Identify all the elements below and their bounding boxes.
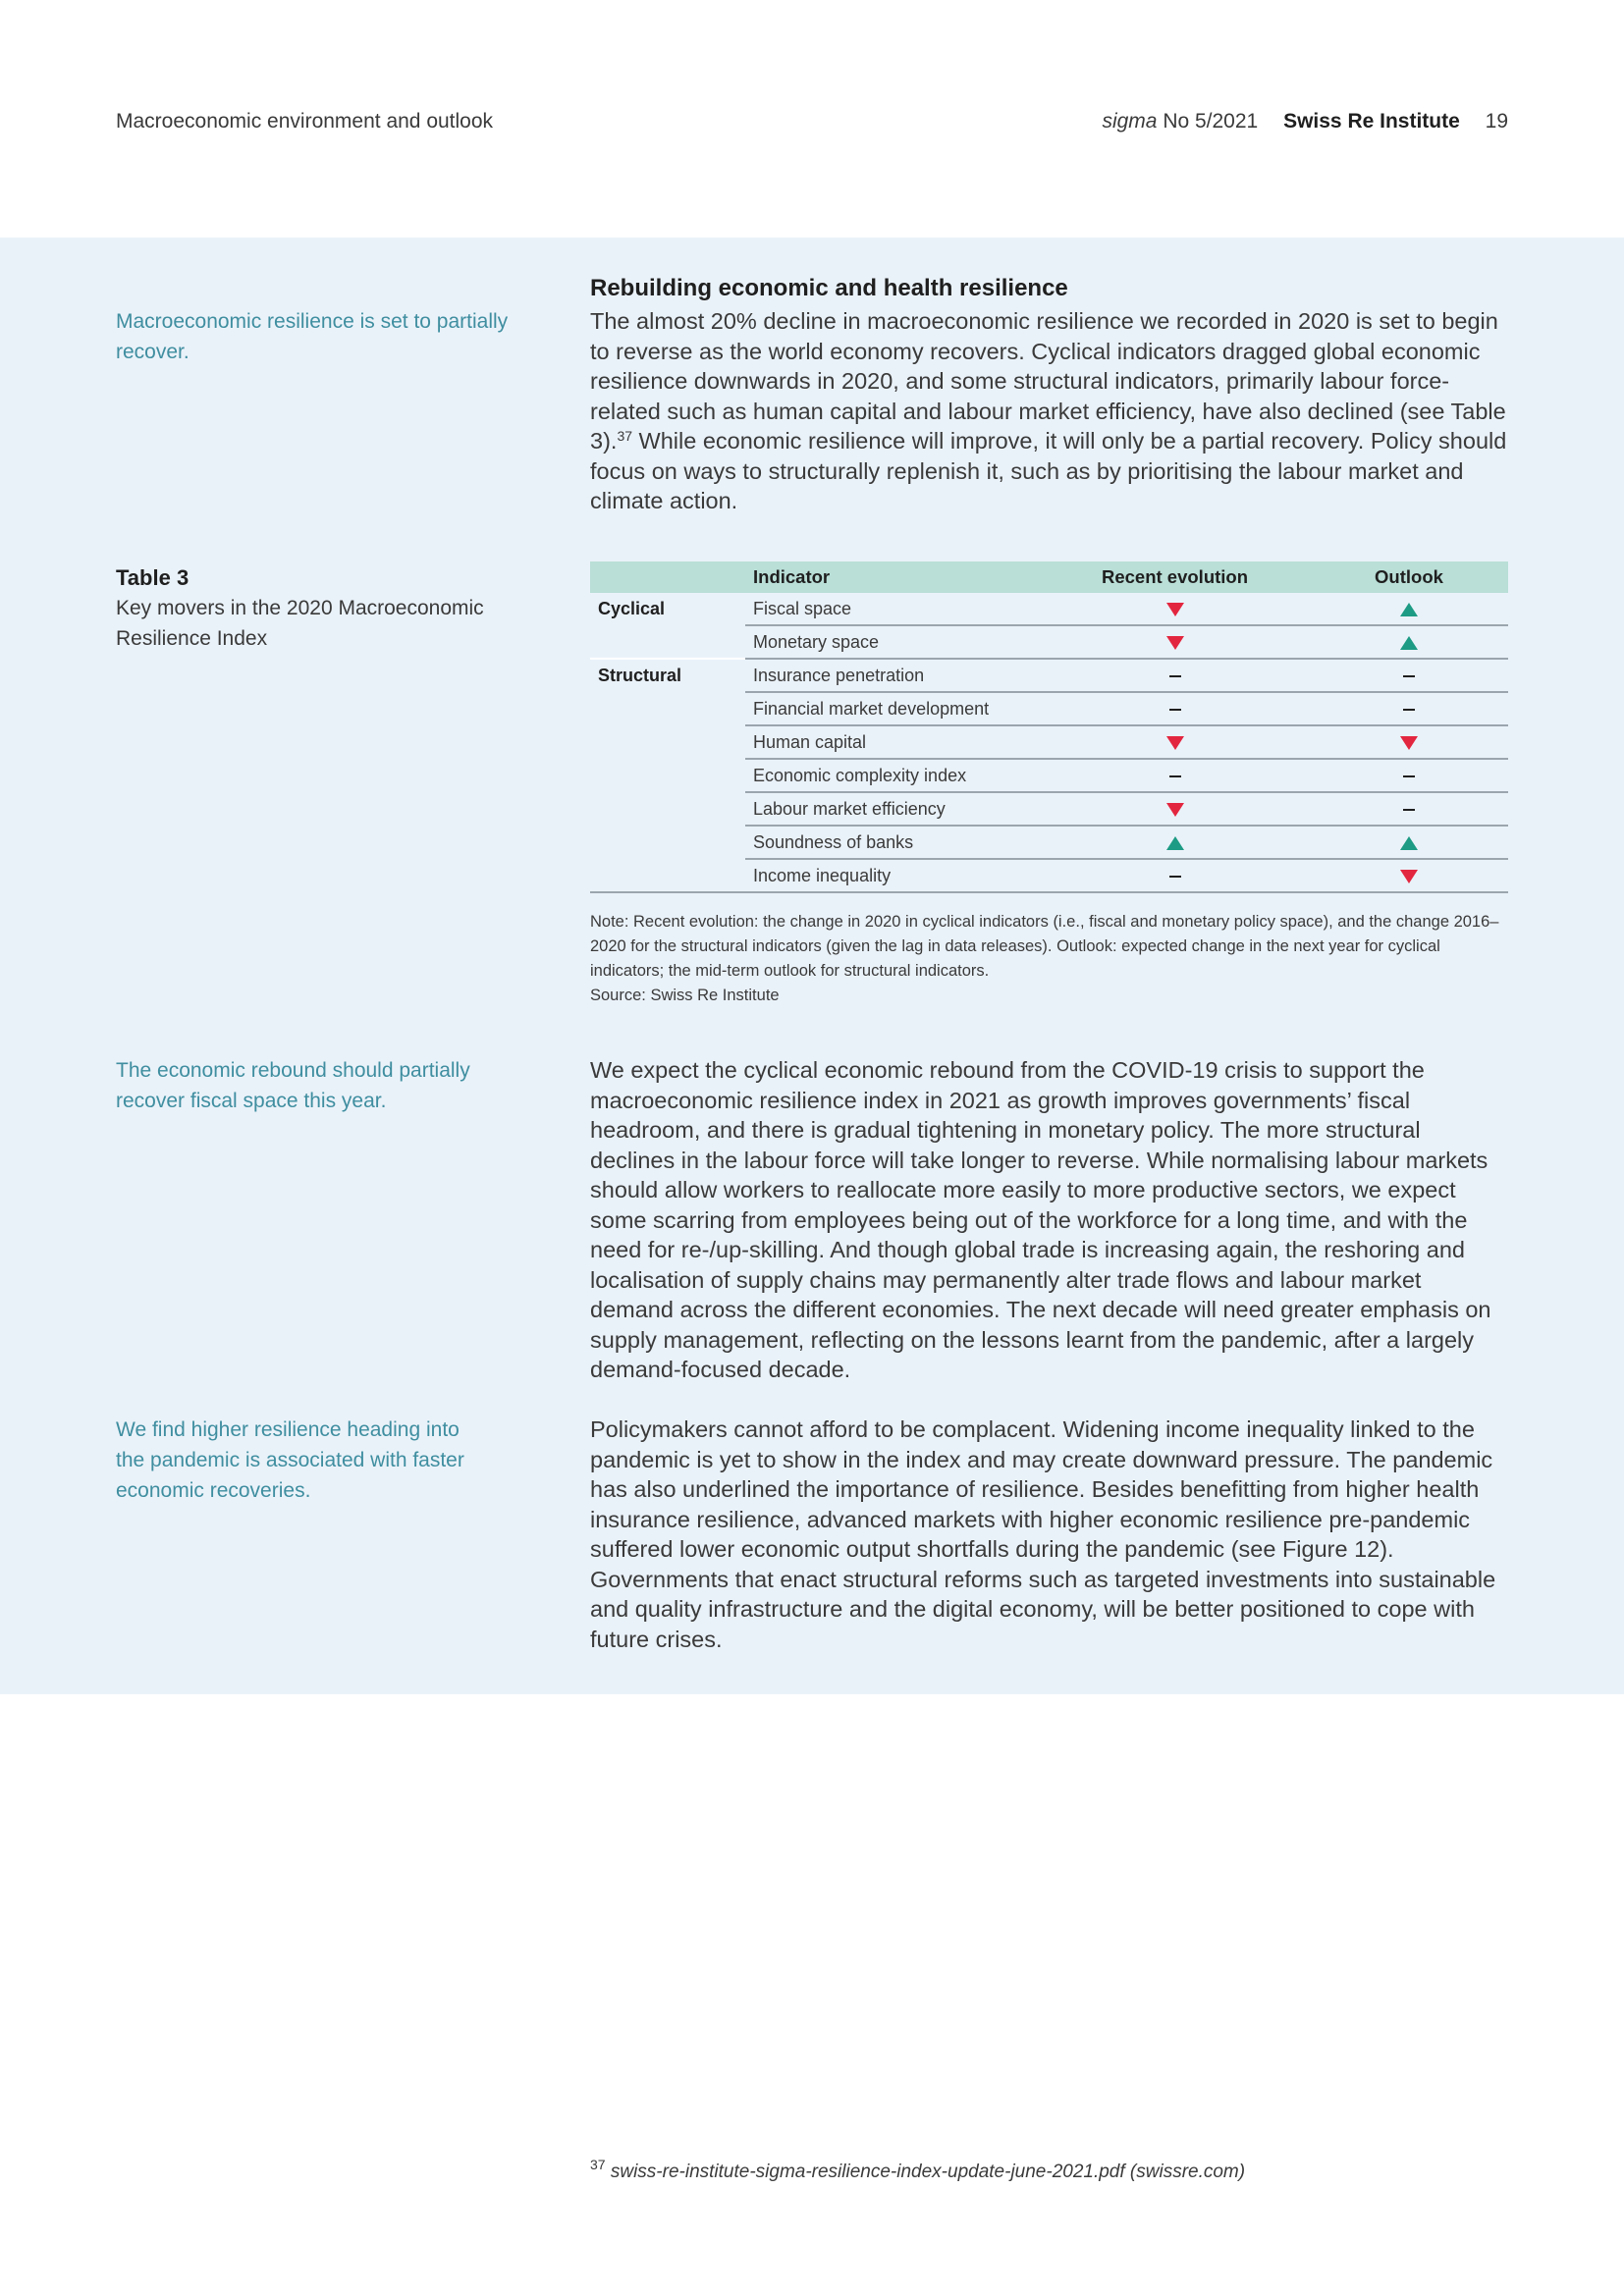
outlook-cell (1310, 593, 1508, 625)
header-outlook: Outlook (1310, 561, 1508, 593)
key-movers-table (590, 561, 1508, 893)
footnote-number: 37 (590, 2157, 606, 2172)
no-change-dash-icon (1169, 775, 1181, 777)
down-triangle-icon (1166, 803, 1184, 817)
table-header-row (590, 561, 1508, 593)
publication-info (1102, 110, 1508, 133)
outlook-cell (1310, 659, 1508, 692)
recent-evolution-cell (1040, 625, 1310, 659)
outlook-cell (1310, 692, 1508, 725)
paragraph-1-text-b: While economic resilience will improve, it will only be a partial recovery. Policy should focus on ways to structurally replenish it, such as by prioritising the labour market and climate action. (590, 428, 1507, 513)
table-note (590, 910, 1508, 1008)
paragraph-3: Policymakers cannot afford to be complacent. Widening income inequality linked to the pandemic is yet to show in the index and may create downward pressure. The pandemic has also underlined the importance of resilience. Besides benefitting from higher health insurance resilience, advanced markets with higher economic resilience pre-pandemic suffered lower economic output shortfalls during the pandemic (see Figure 12). Governments that enact structural reforms such as targeted investments into sustainable and quality infrastructure and the digital economy, will be better positioned to cope with future crises. (590, 1416, 1496, 1652)
section-title: Rebuilding economic and health resilience (590, 275, 1068, 301)
footnote-link[interactable]: swiss-re-institute-sigma-resilience-index-update-june-2021.pdf (swissre.com) (610, 2162, 1246, 2182)
recent-evolution-cell (1040, 725, 1310, 759)
table-number: Table 3 (116, 565, 189, 590)
paragraph-2: We expect the cyclical economic rebound from the COVID-19 crisis to support the macroeconomic resilience index in 2021 as growth improves governments’ fiscal headroom, and there is gradual tightening in monetary policy. The more structural declines in the labour force will take longer to reverse. While normalising labour markets should allow workers to reallocate more easily to more productive sectors, we expect some scarring from employees being out of the workforce for a long time, and with the need for re-/up-skilling. And though global trade is increasing again, the reshoring and localisation of supply chains may permanently alter trade flows and labour market demand across the different economies. The next decade will need greater emphasis on supply management, reflecting on the lessons learnt from the pandemic, after a largely demand-focused decade. (590, 1057, 1491, 1382)
indicator-cell: Fiscal space (745, 593, 1040, 625)
indicator-cell: Soundness of banks (745, 826, 1040, 859)
group-cyclical: Cyclical (590, 593, 745, 659)
table-caption (116, 562, 489, 654)
up-triangle-icon (1400, 836, 1418, 850)
indicator-cell: Monetary space (745, 625, 1040, 659)
no-change-dash-icon (1403, 809, 1415, 811)
recent-evolution-cell (1040, 692, 1310, 725)
down-triangle-icon (1400, 870, 1418, 883)
recent-evolution-cell (1040, 859, 1310, 892)
paragraph-1 (590, 306, 1508, 516)
down-triangle-icon (1166, 603, 1184, 616)
recent-evolution-cell (1040, 826, 1310, 859)
indicator-cell: Human capital (745, 725, 1040, 759)
header-group (590, 561, 745, 593)
down-triangle-icon (1166, 636, 1184, 650)
margin-note-recoveries: We find higher resilience heading into the pandemic is associated with faster economic recoveries. (116, 1418, 464, 1502)
no-change-dash-icon (1403, 709, 1415, 711)
recent-evolution-cell (1040, 792, 1310, 826)
header-indicator: Indicator (745, 561, 1040, 593)
outlook-cell (1310, 725, 1508, 759)
indicator-cell: Economic complexity index (745, 759, 1040, 792)
outlook-cell (1310, 859, 1508, 892)
table-source: Source: Swiss Re Institute (590, 987, 780, 1004)
no-change-dash-icon (1169, 709, 1181, 711)
table-body (590, 593, 1508, 892)
paragraph-1-text-a: The almost 20% decline in macroeconomic resilience we recorded in 2020 is set to begin to reverse as the world economy recovers. Cyclical indicators dragged global economic resilience downwards in 2020, and some structural indicators, primarily labour force-related such as human capital and labour market efficiency, have also declined (see Table 3). (590, 308, 1506, 454)
publication-name: sigma (1102, 110, 1158, 133)
page-number: 19 (1485, 110, 1508, 133)
recent-evolution-cell (1040, 593, 1310, 625)
publication-issue: No 5/2021 (1163, 110, 1259, 133)
indicator-cell: Labour market efficiency (745, 792, 1040, 826)
group-structural: Structural (590, 659, 745, 892)
outlook-cell (1310, 759, 1508, 792)
indicator-cell: Income inequality (745, 859, 1040, 892)
margin-note-rebound: The economic rebound should partially recover fiscal space this year. (116, 1059, 470, 1112)
indicator-cell: Insurance penetration (745, 659, 1040, 692)
up-triangle-icon (1400, 603, 1418, 616)
up-triangle-icon (1400, 636, 1418, 650)
margin-note-resilience: Macroeconomic resilience is set to partially recover. (116, 310, 509, 363)
up-triangle-icon (1166, 836, 1184, 850)
outlook-cell (1310, 826, 1508, 859)
table-row (590, 659, 1508, 692)
recent-evolution-cell (1040, 659, 1310, 692)
down-triangle-icon (1166, 736, 1184, 750)
no-change-dash-icon (1403, 675, 1415, 677)
outlook-cell (1310, 625, 1508, 659)
outlook-cell (1310, 792, 1508, 826)
indicator-cell: Financial market development (745, 692, 1040, 725)
header-recent: Recent evolution (1040, 561, 1310, 593)
down-triangle-icon (1400, 736, 1418, 750)
no-change-dash-icon (1169, 675, 1181, 677)
table-note-text: Note: Recent evolution: the change in 2020 in cyclical indicators (i.e., fiscal and monetary policy space), and the change 2016–2020 for the structural indicators (given the lag in data releases). Outlook: expected change in the next year for cyclical indicators; the mid-term outlook for structural indicators. (590, 913, 1499, 980)
section-heading: Macroeconomic environment and outlook (116, 110, 494, 133)
no-change-dash-icon (1403, 775, 1415, 777)
brand-name: Swiss Re Institute (1283, 110, 1460, 133)
table-title: Key movers in the 2020 Macroeconomic Resilience Index (116, 597, 484, 650)
footnote-ref[interactable]: 37 (617, 428, 633, 444)
footnote (590, 2157, 1246, 2183)
page-header (116, 110, 1508, 139)
table-row (590, 593, 1508, 625)
no-change-dash-icon (1169, 876, 1181, 878)
recent-evolution-cell (1040, 759, 1310, 792)
